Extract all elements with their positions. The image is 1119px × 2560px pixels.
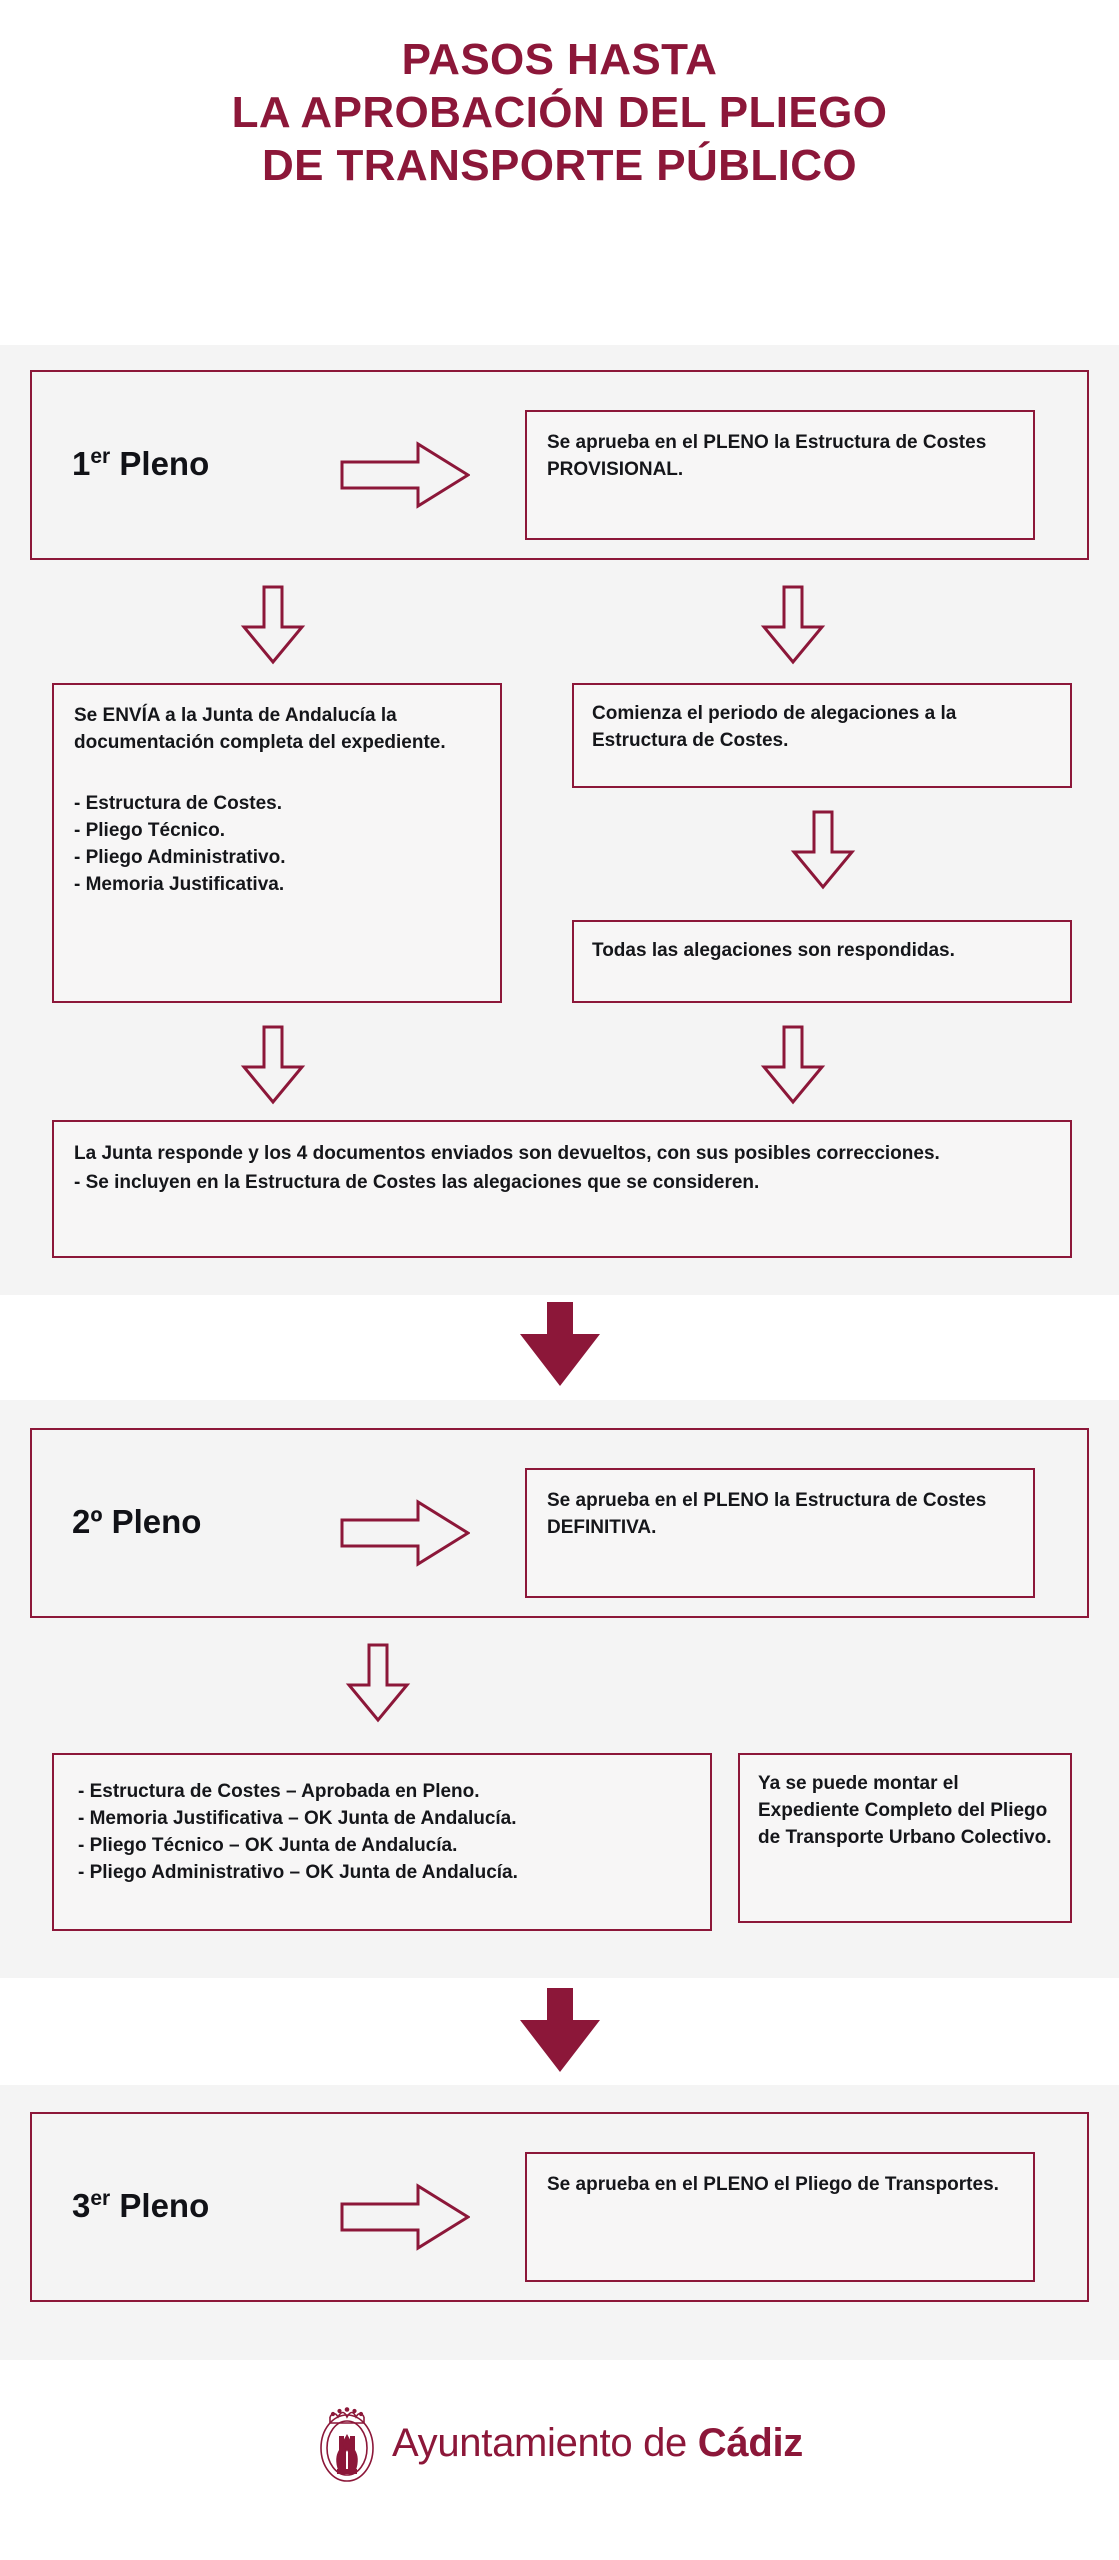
arrow-right-outline-icon xyxy=(340,440,470,510)
arrow-down-solid-icon xyxy=(516,1302,604,1388)
pleno-3-label xyxy=(72,2187,209,2225)
pleno-2-side-note-box xyxy=(738,1753,1072,1923)
pleno-1-send-item: - Memoria Justificativa. xyxy=(74,873,285,895)
pleno-1-respondidas-box xyxy=(572,920,1072,1003)
title-line-3: DE TRANSPORTE PÚBLICO xyxy=(261,140,858,190)
brand-text-light: Ayuntamiento de xyxy=(392,2420,698,2465)
pleno-1-send-item: - Pliego Técnico. xyxy=(74,819,225,841)
pleno-1-alegaciones-box xyxy=(572,683,1072,788)
pleno-3-label-sup: er xyxy=(90,2187,111,2210)
pleno-2-checklist-item: - Estructura de Costes – Aprobada en Pleno. xyxy=(78,1781,480,1802)
arrow-down-outline-icon xyxy=(345,1643,411,1723)
pleno-1-send-box xyxy=(52,683,502,1003)
pleno-2-side-note-text: Ya se puede montar el Expediente Completo del Pliego de Transporte Urbano Colectivo. xyxy=(758,1773,1052,1848)
pleno-3-result-text: Se aprueba en el PLENO el Pliego de Transportes. xyxy=(547,2174,999,2195)
arrow-down-outline-icon xyxy=(790,810,856,890)
pleno-1-result-box xyxy=(525,410,1035,540)
pleno-1-label-base: 1 xyxy=(72,445,91,482)
pleno-1-send-item: - Pliego Administrativo. xyxy=(74,846,286,868)
pleno-2-result-box xyxy=(525,1468,1035,1598)
pleno-2-result-text: Se aprueba en el PLENO la Estructura de Costes DEFINITIVA. xyxy=(547,1490,987,1538)
arrow-down-outline-icon xyxy=(240,585,306,665)
pleno-1-label xyxy=(72,445,209,483)
arrow-down-outline-icon xyxy=(240,1025,306,1105)
pleno-1-send-intro: Se ENVÍA a la Junta de Andalucía la documentación completa del expediente. xyxy=(74,705,446,753)
pleno-1-label-rest: Pleno xyxy=(110,445,210,482)
pleno-2-checklist-item: - Pliego Administrativo – OK Junta de Andalucía. xyxy=(78,1861,518,1883)
title-line-2: LA APROBACIÓN DEL PLIEGO xyxy=(231,87,888,137)
pleno-1-junta-response-line-1: La Junta responde y los 4 documentos enviados son devueltos, con sus posibles correcciones. xyxy=(74,1143,940,1164)
pleno-1-result-text: Se aprueba en el PLENO la Estructura de Costes PROVISIONAL. xyxy=(547,432,987,480)
brand-text xyxy=(392,2421,803,2466)
pleno-2-checklist-item: - Pliego Técnico – OK Junta de Andalucía. xyxy=(78,1834,458,1856)
pleno-1-send-item: - Estructura de Costes. xyxy=(74,792,282,814)
pleno-3-label-base: 3 xyxy=(72,2187,91,2224)
cadiz-coat-of-arms-icon xyxy=(316,2400,378,2486)
pleno-2-checklist-item: - Memoria Justificativa – OK Junta de Andalucía. xyxy=(78,1807,517,1829)
pleno-2-label-base: 2º xyxy=(72,1503,103,1540)
page-title xyxy=(0,0,1119,202)
pleno-1-junta-response-box xyxy=(52,1120,1072,1258)
pleno-1-respondidas-text: Todas las alegaciones son respondidas. xyxy=(592,940,955,961)
pleno-1-alegaciones-text: Comienza el periodo de alegaciones a la Estructura de Costes. xyxy=(592,703,957,751)
footer-brand xyxy=(0,2400,1119,2486)
pleno-1-junta-response-line-2: - Se incluyen en la Estructura de Costes las alegaciones que se consideren. xyxy=(74,1171,760,1193)
pleno-2-checklist-box xyxy=(52,1753,712,1931)
pleno-1-label-sup: er xyxy=(90,445,111,468)
pleno-3-result-box xyxy=(525,2152,1035,2282)
title-line-1: PASOS HASTA xyxy=(401,35,718,84)
pleno-3-label-rest: Pleno xyxy=(110,2187,210,2224)
pleno-2-label xyxy=(72,1503,201,1541)
arrow-down-solid-icon xyxy=(516,1988,604,2074)
arrow-right-outline-icon xyxy=(340,1498,470,1568)
pleno-2-label-rest: Pleno xyxy=(102,1503,202,1540)
arrow-down-outline-icon xyxy=(760,1025,826,1105)
brand-text-strong: Cádiz xyxy=(697,2420,803,2465)
arrow-down-outline-icon xyxy=(760,585,826,665)
arrow-right-outline-icon xyxy=(340,2182,470,2252)
